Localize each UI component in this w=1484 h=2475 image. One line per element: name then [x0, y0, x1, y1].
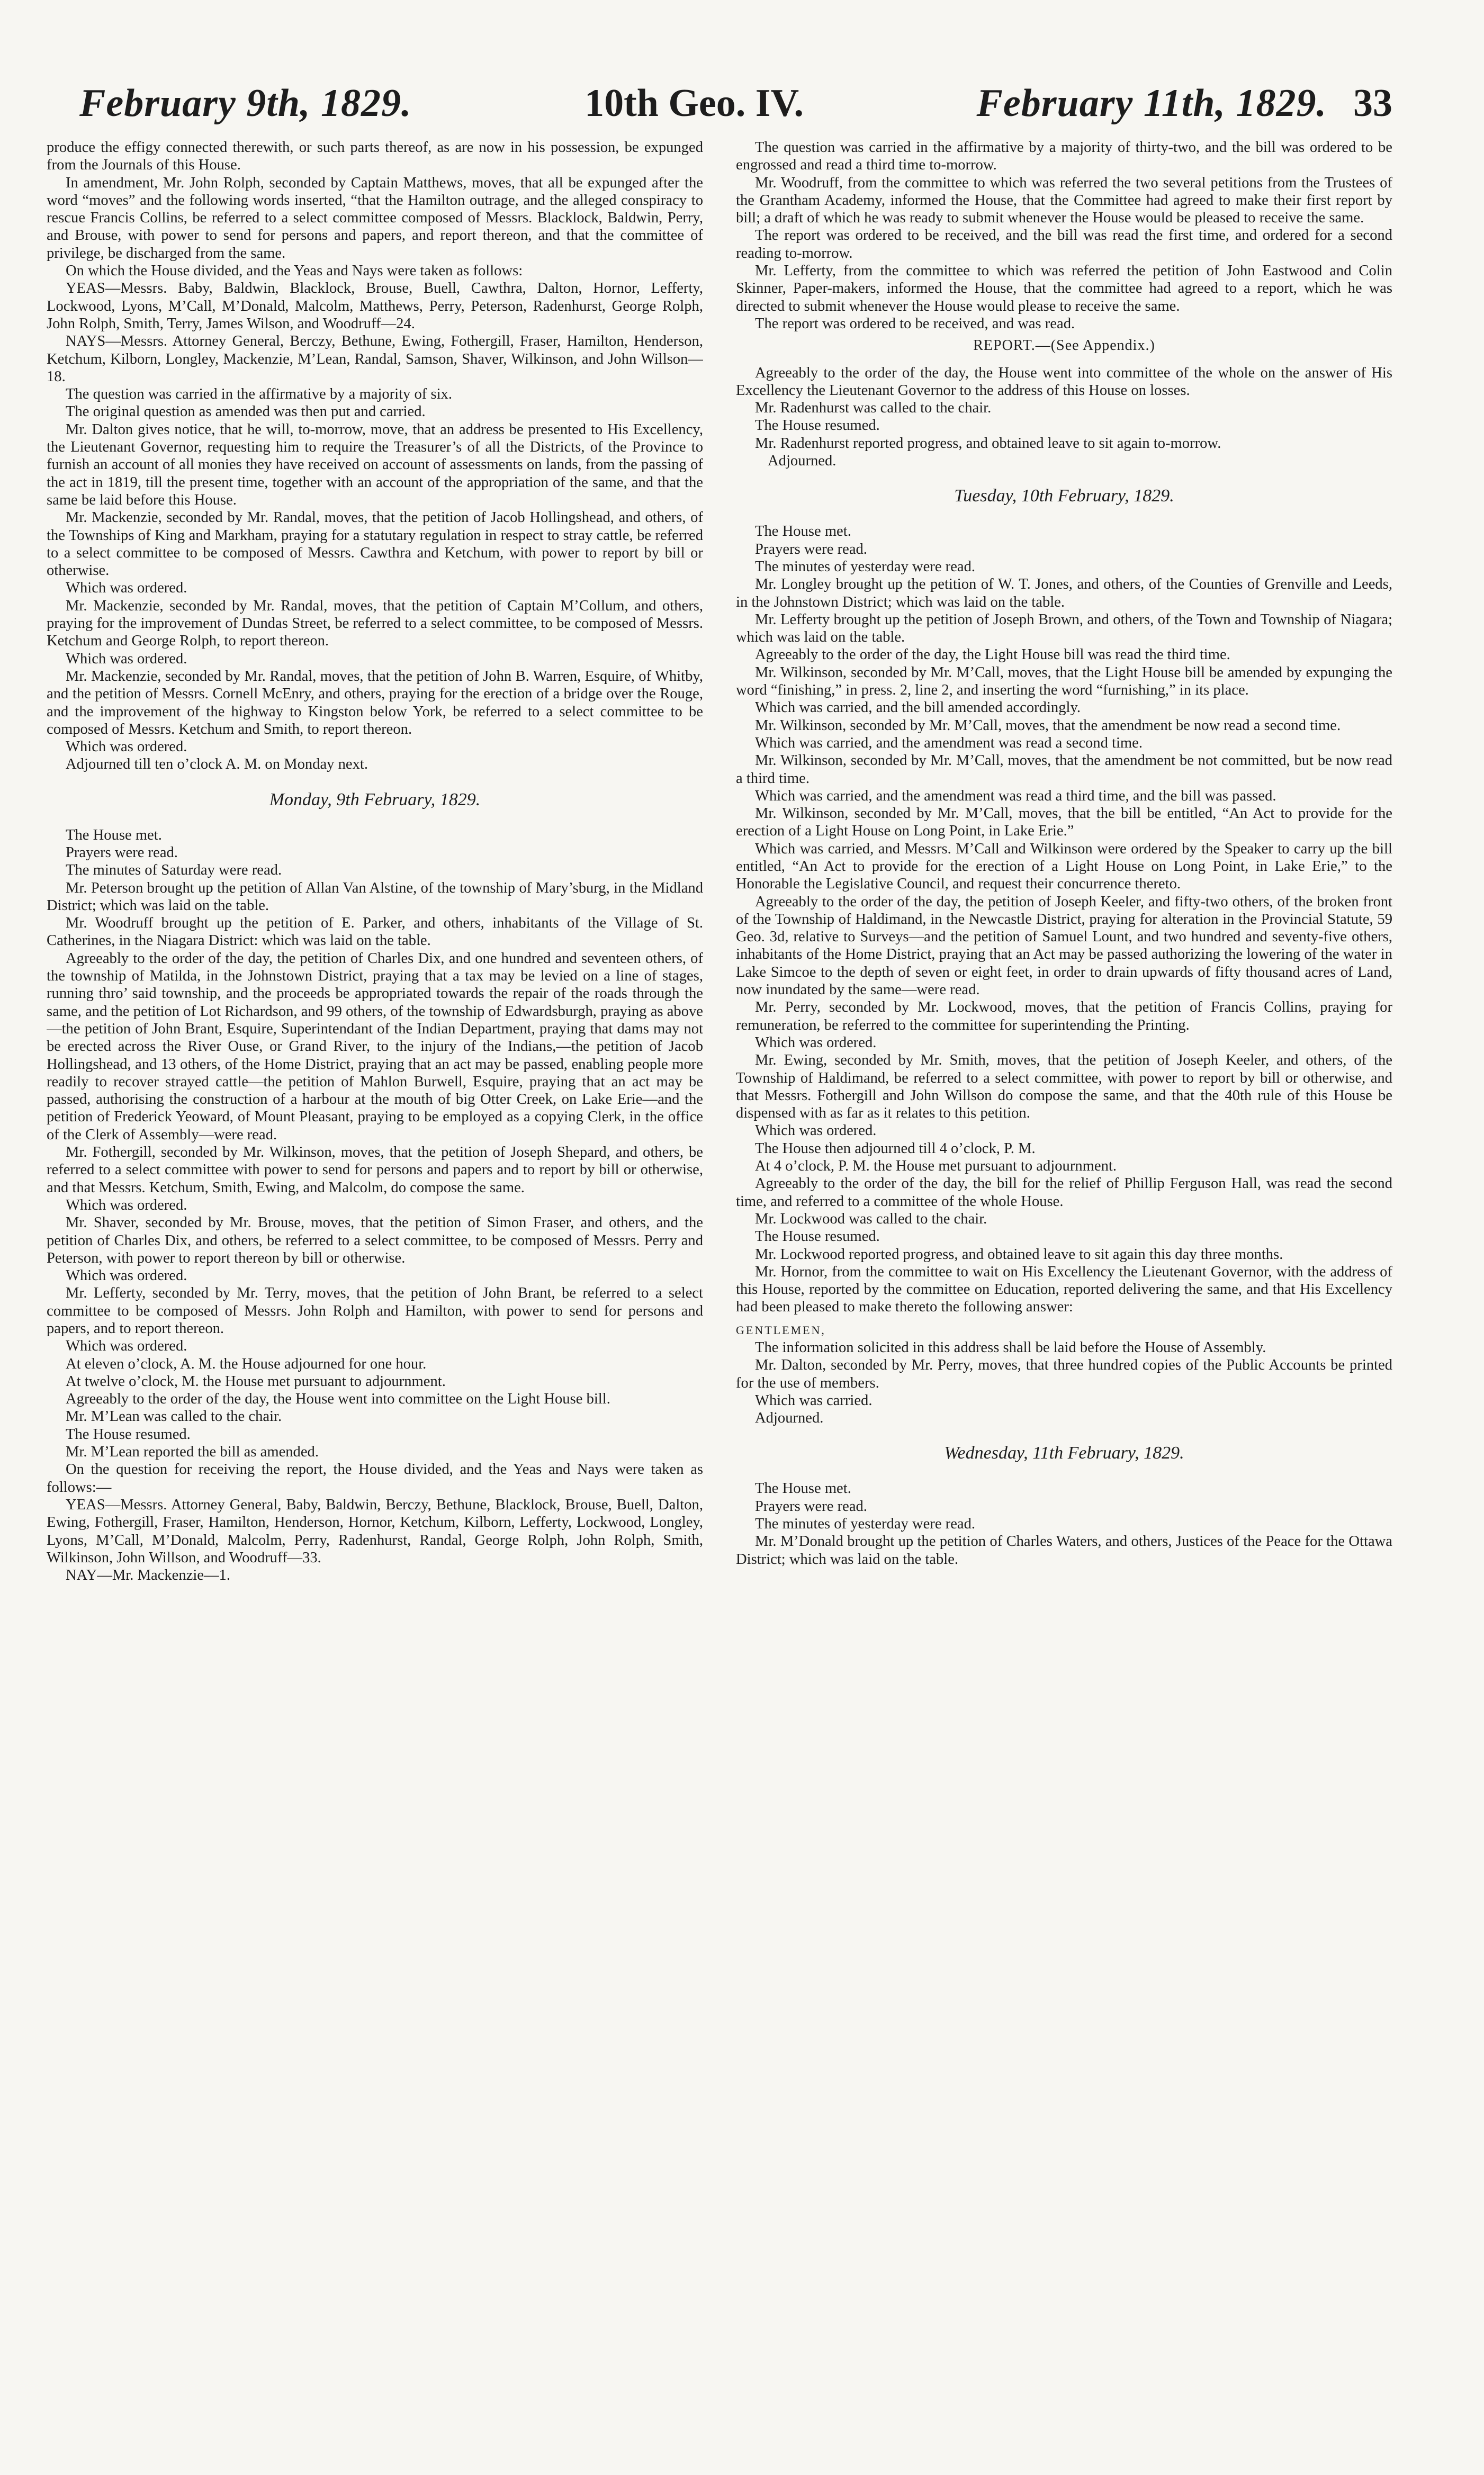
paragraph: Agreeably to the order of the day, the petition of Charles Dix, and one hundred and seventeen others, of the township of Matilda, in the Johnstown District, praying that a tax may be levied on a line of stages, running thro’ said township, and the proceeds be appropriated towards the repair of the roads through the same, and the petition of Lot Richardson, and 99 others, of the township of Edwardsburgh, praying as above—the petition of John Brant, Esquire, Superintendant of the Indian Department, praying that dams may not be erected across the River Ouse, or Grand River, to the injury of the Indians,—the petition of Jacob Hollingshead, and 13 others, of the Home District, praying that an act may be passed, enabling people more readily to recover strayed cattle—the petition of Mahlon Burwell, Esquire, praying that an act may be passed, authorising the construction of a harbour at the mouth of big Otter Creek, on Lake Erie—and the petition of Frederick Yeoward, of Mount Pleasant, praying to be employed as a copying Clerk, in the office of the Clerk of Assembly—were read.: [47, 950, 703, 1143]
paragraph: Mr. Hornor, from the committee to wait on His Excellency the Lieutenant Governor, with the address of this House, reported by the committee on Education, reported delivering the same, and that His Excellency had been pleased to make thereto the following answer:: [736, 1263, 1392, 1316]
paragraph: Mr. Ewing, seconded by Mr. Smith, moves, that the petition of Joseph Keeler, and others, of the Township of Haldimand, be referred to a select committee, with power to report by bill or otherwise, and that Messrs. Fothergill and John Willson do compose the same, and that the 40th rule of this House be dispensed with as far as it relates to this petition.: [736, 1052, 1392, 1122]
paragraph: The House met.: [755, 1480, 851, 1497]
paragraph: NAYS—Messrs. Attorney General, Berczy, Bethune, Ewing, Fothergill, Fraser, Hamilton, Henderson, Ketchum, Kilborn, Longley, Mackenzie, M’Lean, Randal, Samson, Shaver, Wilkinson, and John Willson—18.: [47, 333, 703, 385]
paragraph: The question was carried in the affirmative by a majority of thirty-two, and the bill was ordered to be engrossed and read a third time to-morrow.: [736, 139, 1392, 174]
paragraph: Agreeably to the order of the day, the House went into committee on the Light House bill.: [66, 1391, 610, 1408]
paragraph: The minutes of yesterday were read.: [755, 558, 976, 575]
paragraph: Mr. Wilkinson, seconded by Mr. M’Call, moves, that the bill be entitled, “An Act to provide for the erection of a Light House on Long Point, in Lake Erie.”: [736, 805, 1392, 840]
paragraph: Agreeably to the order of the day, the bill for the relief of Phillip Ferguson Hall, was read the second time, and referred to a committee of the whole House.: [736, 1175, 1392, 1210]
paragraph: Which was ordered.: [66, 650, 187, 667]
paragraph: The information solicited in this address shall be laid before the House of Assembly.: [755, 1339, 1266, 1356]
paragraph: Mr. Lefferty, seconded by Mr. Terry, moves, that the petition of John Brant, be referred to a select committee to be composed of Messrs. John Rolph and Hamilton, with power to send for persons and papers, and to report thereon.: [47, 1285, 703, 1337]
paragraph: Mr. Radenhurst reported progress, and obtained leave to sit again to-morrow.: [755, 435, 1221, 452]
header-date-right: February 11th, 1829.: [976, 81, 1327, 125]
paragraph: Which was ordered.: [66, 1196, 187, 1213]
paragraph: Which was ordered.: [66, 1267, 187, 1284]
paragraph: Prayers were read.: [66, 844, 178, 861]
paragraph: Mr. Mackenzie, seconded by Mr. Randal, moves, that the petition of Jacob Hollingshead, and others, of the Townships of King and Markham, praying for a statutary regulation in respect to stray cattle, be referred to a select committee to be composed of Messrs. Cawthra and Ketchum, with power to report by bill or otherwise.: [47, 509, 703, 579]
paragraph: Mr. M’Lean was called to the chair.: [66, 1408, 282, 1425]
paragraph: Mr. Wilkinson, seconded by Mr. M’Call, moves, that the Light House bill be amended by expunging the word “finishing,” in press. 2, line 2, and inserting the word “furnishing,” in its place.: [736, 664, 1392, 699]
paragraph: Mr. Wilkinson, seconded by Mr. M’Call, moves, that the amendment be not committed, but be now read a third time.: [736, 752, 1392, 787]
paragraph: Mr. Perry, seconded by Mr. Lockwood, moves, that the petition of Francis Collins, praying for remuneration, be referred to the committee for superintending the Printing.: [736, 999, 1392, 1033]
paragraph: The House resumed.: [755, 417, 880, 434]
paragraph: Mr. Lockwood reported progress, and obtained leave to sit again this day three months.: [755, 1246, 1283, 1263]
paragraph: The House met.: [66, 826, 162, 843]
paragraph: YEAS—Messrs. Baby, Baldwin, Blacklock, Brouse, Buell, Cawthra, Dalton, Hornor, Lefferty, Lockwood, Lyons, M’Call, M’Donald, Malcolm, Matthews, Perry, Peterson, Radenhurst, George Rolph, John Rolph, Smith, Terry, James Wilson, and Woodruff—24.: [47, 280, 703, 332]
paragraph: Which was carried.: [755, 1392, 873, 1409]
paragraph: produce the effigy connected therewith, or such parts thereof, as are now in his possession, be expunged from the Journals of this House.: [47, 139, 703, 174]
header-regnal-year: 10th Geo. IV.: [584, 81, 804, 125]
paragraph: The minutes of Saturday were read.: [66, 862, 282, 879]
paragraph: Mr. Longley brought up the petition of W. T. Jones, and others, of the Counties of Grenville and Leeds, in the Johnstown District; which was laid on the table.: [736, 576, 1392, 610]
paragraph: Mr. Lefferty brought up the petition of Joseph Brown, and others, of the Town and Township of Niagara; which was laid on the table.: [736, 611, 1392, 646]
paragraph: Which was ordered.: [755, 1034, 877, 1051]
paragraph: Mr. Radenhurst was called to the chair.: [755, 400, 992, 417]
left-column: [47, 139, 703, 2458]
paragraph: The House resumed.: [66, 1426, 191, 1443]
paragraph: Mr. Mackenzie, seconded by Mr. Randal, moves, that the petition of John B. Warren, Esquire, of Whitby, and the petition of Messrs. Cornell McEnry, and others, praying for the erection of a bridge over the Rouge, and the improvement of the highway to Kingston below York, be referred to a select committee to be composed of Messrs. Ketchum and Smith, to report thereon.: [47, 668, 703, 737]
paragraph: Which was ordered.: [66, 739, 187, 755]
paragraph: The original question as amended was then put and carried.: [66, 403, 426, 420]
paragraph: Which was carried, and the bill amended accordingly.: [755, 699, 1081, 716]
paragraph: Mr. Fothergill, seconded by Mr. Wilkinson, moves, that the petition of Joseph Shepard, and others, be referred to a select committee with power to send for persons and papers and to report by bill or otherwise, and that Messrs. Ketchum, Smith, Ewing, and Malcolm, do compose the same.: [47, 1144, 703, 1196]
paragraph: Agreeably to the order of the day, the Light House bill was read the third time.: [755, 646, 1230, 663]
salutation: GENTLEMEN,: [736, 1323, 826, 1337]
header-date-left: February 9th, 1829.: [79, 81, 412, 125]
paragraph: Mr. Shaver, seconded by Mr. Brouse, moves, that the petition of Simon Fraser, and others, and the petition of Charles Dix, and others, be referred to a select committee, to be composed of Messrs. Perry and Peterson, with power to report thereon by bill or otherwise.: [47, 1214, 703, 1266]
paragraph: Mr. Wilkinson, seconded by Mr. M’Call, moves, that the amendment be now read a second time.: [755, 717, 1341, 734]
right-column: [736, 139, 1392, 2458]
paragraph: Mr. Lefferty, from the committee to which was referred the petition of John Eastwood and Colin Skinner, Paper-makers, informed the House, that the committee had agreed to a report, which he was directed to submit whenever the House would please to receive the same.: [736, 263, 1392, 314]
paragraph: Mr. Woodruff brought up the petition of E. Parker, and others, inhabitants of the Village of St. Catherines, in the Niagara District: which was laid on the table.: [47, 915, 703, 949]
paragraph: In amendment, Mr. John Rolph, seconded by Captain Matthews, moves, that all be expunged after the word “moves” and the following words inserted, “that the Hamilton outrage, and the alleged conspiracy to rescue Francis Collins, be referred to a select committee composed of Messrs. Blacklock, Baldwin, Perry, and Brouse, with power to send for persons and papers, and report thereon, and that the committee of privilege, be discharged from the same.: [47, 174, 703, 262]
paragraph: Which was carried, and the amendment was read a second time.: [755, 734, 1143, 751]
header-right-group: [977, 81, 1392, 126]
paragraph: At eleven o’clock, A. M. the House adjourned for one hour.: [66, 1355, 427, 1372]
paragraph: Mr. Peterson brought up the petition of Allan Van Alstine, of the township of Mary’sburg, in the Midland District; which was laid on the table.: [47, 879, 703, 914]
paragraph: Which was carried, and the amendment was read a third time, and the bill was passed.: [755, 787, 1276, 804]
day-heading: Tuesday, 10th February, 1829.: [954, 486, 1174, 506]
paragraph: Agreeably to the order of the day, the House went into committee of the whole on the answer of His Excellency the Lieutenant Governor to the address of this House on losses.: [736, 364, 1392, 399]
report-heading: REPORT.—(See Appendix.): [973, 337, 1155, 354]
paragraph: Agreeably to the order of the day, the petition of Joseph Keeler, and fifty-two others, of the broken front of the Township of Haldimand, in the Newcastle District, praying for alteration in the Provincial Statute, 59 Geo. 3d, relative to Surveys—and the petition of Samuel Lount, and two hundred and seventy-five others, inhabitants of the Home District, praying that an Act may be passed authorizing the lowering of the water in Lake Simcoe to the depth of seven or eight feet, in order to drain upwards of fifty thousand acres of Land, now inundated by the same—were read.: [736, 893, 1392, 998]
paragraph: Prayers were read.: [755, 1498, 867, 1515]
page-number: 33: [1353, 81, 1392, 125]
paragraph: The question was carried in the affirmative by a majority of six.: [66, 386, 452, 403]
paragraph: The House met.: [755, 523, 851, 540]
paragraph: On the question for receiving the report, the House divided, and the Yeas and Nays were taken as follows:—: [47, 1461, 703, 1496]
paragraph: Mr. M’Donald brought up the petition of Charles Waters, and others, Justices of the Peace for the Ottawa District; which was laid on the table.: [736, 1533, 1392, 1568]
paragraph: Which was ordered.: [66, 1338, 187, 1355]
paragraph: Mr. Dalton gives notice, that he will, to-morrow, move, that an address be presented to His Excellency, the Lieutenant Governor, requesting him to require the Treasurer’s of all the Districts, of the Province to furnish an account of all monies they have received on account of assessments on lands, from the passing of the act in 1819, till the present time, together with an account of the appropriation of the same, and that the same be laid before this House.: [47, 421, 703, 508]
paragraph: Mr. Woodruff, from the committee to which was referred the two several petitions from the Trustees of the Grantham Academy, informed the House, that the Committee had agreed to make their first report by bill; a draft of which he was ready to submit whenever the House would be pleased to receive the same.: [736, 174, 1392, 227]
paragraph: Prayers were read.: [755, 541, 867, 557]
paragraph: At twelve o’clock, M. the House met pursuant to adjournment.: [66, 1373, 446, 1390]
page-header: [79, 74, 1392, 132]
paragraph: Adjourned.: [755, 1410, 824, 1427]
paragraph: On which the House divided, and the Yeas and Nays were taken as follows:: [66, 263, 523, 280]
paragraph: NAY—Mr. Mackenzie—1.: [66, 1567, 231, 1584]
paragraph: Mr. M’Lean reported the bill as amended.: [66, 1444, 319, 1461]
paragraph: Adjourned.: [768, 453, 837, 470]
paragraph: Mr. Lockwood was called to the chair.: [755, 1210, 987, 1227]
paragraph: The report was ordered to be received, and was read.: [755, 315, 1075, 332]
paragraph: At 4 o’clock, P. M. the House met pursuant to adjournment.: [755, 1158, 1117, 1175]
paragraph: The minutes of yesterday were read.: [755, 1516, 976, 1533]
paragraph: The report was ordered to be received, and the bill was read the first time, and ordered for a second reading to-morrow.: [736, 227, 1392, 262]
paragraph: The House then adjourned till 4 o’clock, P. M.: [755, 1140, 1036, 1157]
paragraph: Which was carried, and Messrs. M’Call and Wilkinson were ordered by the Speaker to carry up the bill entitled, “An Act to provide for the erection of a Light House on Long Point, in Lake Erie,” to the Honorable the Legislative Council, and request their concurrence thereto.: [736, 840, 1392, 893]
paragraph: Mr. Dalton, seconded by Mr. Perry, moves, that three hundred copies of the Public Accounts be printed for the use of members.: [736, 1357, 1392, 1391]
paragraph: Mr. Mackenzie, seconded by Mr. Randal, moves, that the petition of Captain M’Collum, and others, praying for the improvement of Dundas Street, be referred to a select committee, to be composed of Messrs. Ketchum and George Rolph, to report thereon.: [47, 597, 703, 650]
day-heading: Wednesday, 11th February, 1829.: [944, 1443, 1184, 1463]
paragraph: The House resumed.: [755, 1228, 880, 1245]
paragraph: Which was ordered.: [755, 1122, 877, 1139]
paragraph: Adjourned till ten o’clock A. M. on Monday next.: [66, 756, 368, 773]
paragraph: YEAS—Messrs. Attorney General, Baby, Baldwin, Berczy, Bethune, Blacklock, Brouse, Buell, Dalton, Ewing, Fothergill, Fraser, Hamilton, Henderson, Hornor, Ketchum, Kilborn, Lefferty, Lockwood, Longley, Lyons, M’Call, M’Donald, Malcolm, Perry, Radenhurst, Randal, George Rolph, John Rolph, Smith, Wilkinson, John Willson, and Woodruff—33.: [47, 1496, 703, 1566]
day-heading: Monday, 9th February, 1829.: [269, 789, 481, 809]
paragraph: Which was ordered.: [66, 580, 187, 597]
